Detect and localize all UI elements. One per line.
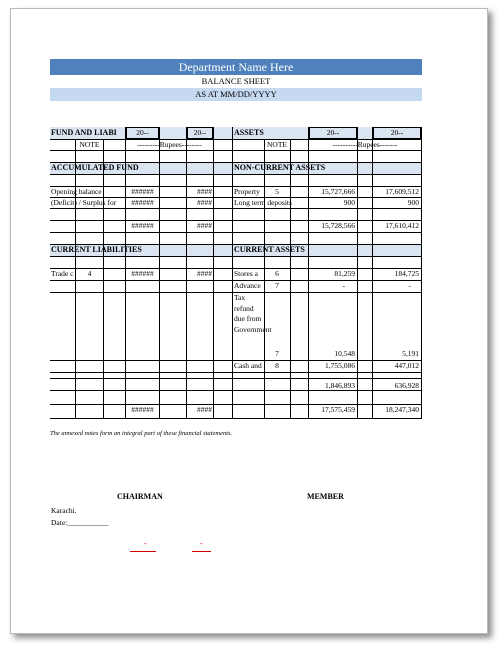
cash-note: 8 (275, 361, 279, 370)
advance-label: Advance (234, 281, 261, 290)
member-label: MEMBER (307, 492, 344, 501)
left-note-label: NOTE (79, 140, 100, 149)
tax-refund-year2: 5,191 (402, 349, 419, 358)
red-dash-2: - (200, 539, 203, 548)
property-year1: 15,727,666 (321, 187, 355, 196)
current-liabilities-heading: CURRENT LIABILITIES (51, 245, 142, 254)
property-year2: 17,609,512 (385, 187, 419, 196)
cash-label: Cash and (234, 361, 262, 370)
deposits-year2: 900 (407, 198, 419, 207)
red-underline-1 (130, 551, 156, 552)
date-label: Date:___________ (51, 518, 109, 527)
tax-refund-note: 7 (275, 349, 279, 358)
opening-balance-year1: ###### (131, 187, 154, 196)
liabilities-grand-total-year2: #### (197, 405, 212, 414)
assets-grand-total-year1: 17,575,459 (321, 405, 355, 414)
deficit-surplus-year2: #### (197, 198, 212, 207)
trade-creditors-label: Trade c (51, 269, 74, 278)
annexed-notes-statement: The annexed notes form an integral part of these financial statements. (50, 430, 233, 437)
assets-heading: ASSETS (234, 128, 264, 137)
cash-year1: 1,755,086 (325, 361, 355, 370)
advance-year1: - (342, 281, 345, 290)
current-assets-total-year1: 1,846,893 (325, 381, 355, 390)
trade-note: 4 (87, 269, 92, 278)
tax-refund-year1: 10,548 (334, 349, 355, 358)
stores-year1: 81,259 (334, 269, 355, 278)
assets-grand-total-year2: 18,247,340 (385, 405, 419, 414)
non-current-total-year2: 17,610,412 (385, 221, 419, 230)
accumulated-total-year2: #### (197, 221, 212, 230)
chairman-label: CHAIRMAN (117, 492, 163, 501)
trade-year2: #### (197, 269, 212, 278)
opening-balance-label: Opening balance (51, 187, 102, 196)
liabilities-grand-total-year1: ###### (131, 405, 154, 414)
as-at-date: AS AT MM/DD/YYYY (50, 88, 422, 101)
advance-note: 7 (275, 281, 279, 290)
left-year2-heading: 20-- (187, 127, 213, 139)
left-rupees-label: ---------Rupees-------- (137, 140, 202, 149)
right-year2-heading: 20-- (373, 127, 421, 139)
right-note-label: NOTE (267, 140, 287, 149)
cash-year2: 447,012 (394, 361, 419, 370)
advance-year2: - (408, 281, 411, 290)
non-current-assets-heading: NON-CURRENT ASSETS (234, 163, 326, 172)
red-underline-2 (192, 551, 211, 552)
left-year1-heading: 20-- (126, 127, 159, 139)
current-assets-heading: CURRENT ASSETS (234, 245, 305, 254)
deficit-surplus-label: (Deficit) / Surplus for (51, 198, 117, 207)
property-note: 5 (275, 187, 279, 196)
long-term-deposits-label: Long term deposits (234, 198, 292, 207)
right-rupees-label: ----------Rupees------- (332, 140, 398, 149)
stores-note: 6 (275, 269, 279, 278)
city-label: Karachi. (51, 506, 77, 515)
tax-refund-label: Tax refund due from Government (234, 293, 272, 334)
balance-sheet-title: BALANCE SHEET (201, 76, 271, 86)
property-label: Property (234, 187, 260, 196)
right-year1-heading: 20-- (309, 127, 357, 139)
fund-liabilities-heading: FUND AND LIABI (51, 128, 117, 137)
deposits-year1: 900 (343, 198, 355, 207)
deficit-surplus-year1: ###### (131, 198, 154, 207)
red-dash-1: - (144, 539, 147, 548)
department-title: Department Name Here (50, 59, 422, 75)
current-assets-total-year2: 636,928 (394, 381, 419, 390)
stores-year2: 184,725 (394, 269, 419, 278)
opening-balance-year2: #### (197, 187, 212, 196)
trade-year1: ###### (131, 269, 154, 278)
non-current-total-year1: 15,728,566 (321, 221, 355, 230)
stores-label: Stores a (234, 269, 258, 278)
accumulated-fund-heading: ACCUMULATED FUND (51, 163, 139, 172)
accumulated-total-year1: ###### (131, 221, 154, 230)
